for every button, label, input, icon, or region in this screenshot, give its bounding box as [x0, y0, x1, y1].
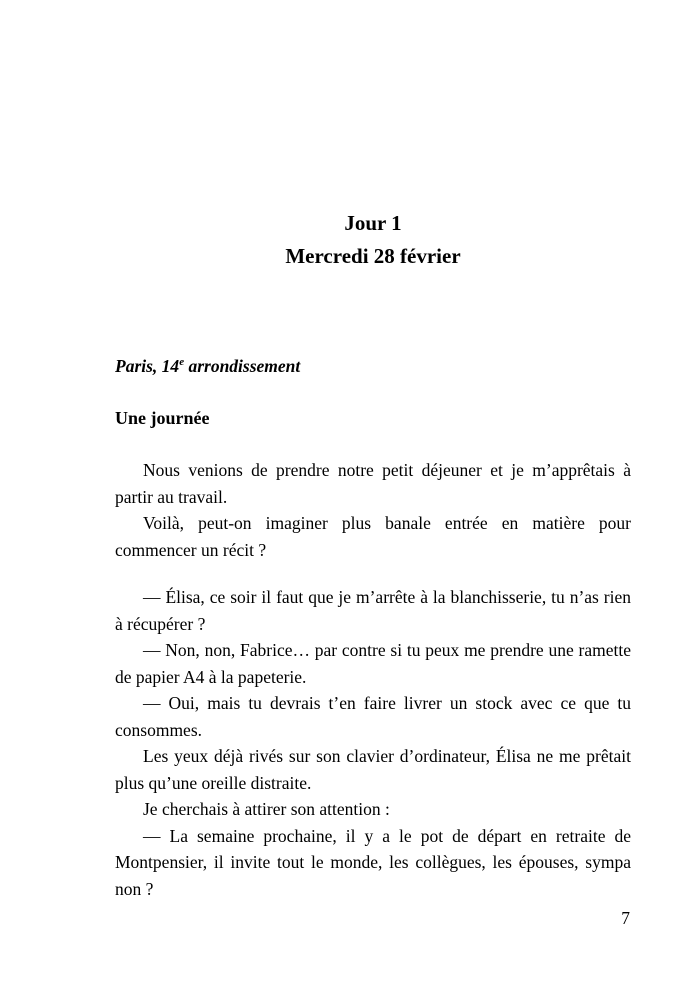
page-content [115, 0, 631, 902]
location-suffix: arrondissement [184, 356, 301, 376]
chapter-heading [115, 207, 631, 273]
paragraph: — La semaine prochaine, il y a le pot de départ en retraite de Montpensier, il invite tout le monde, les collègues, les épouses, sympa non ? [115, 825, 631, 899]
body-text [115, 457, 631, 902]
chapter-heading-line1: Jour 1 [344, 211, 402, 235]
paragraph: Nous venions de prendre notre petit déjeuner et je m’apprêtais à partir au travail. [115, 460, 631, 507]
paragraph: Voilà, peut-on imaginer plus banale entrée en matière pour commencer un récit ? [115, 513, 631, 560]
paragraph: — Oui, mais tu devrais t’en faire livrer un stock avec ce que tu consommes. [115, 693, 631, 740]
paragraph: Je cherchais à attirer son attention : [143, 799, 390, 819]
location-prefix: Paris, 14 [115, 356, 180, 376]
section-heading: Une journée [115, 407, 210, 428]
page-number: 7 [621, 907, 630, 928]
location-superscript: e [179, 356, 185, 369]
paragraph: — Non, non, Fabrice… par contre si tu peux me prendre une ramette de papier A4 à la papeterie. [115, 640, 631, 687]
paragraph: Les yeux déjà rivés sur son clavier d’ordinateur, Élisa ne me prêtait plus qu’une oreille distraite. [115, 746, 631, 793]
paragraph: — Élisa, ce soir il faut que je m’arrête à la blanchisserie, tu n’as rien à récupérer ? [115, 587, 631, 634]
location-line [115, 353, 631, 380]
chapter-heading-line2: Mercredi 28 février [285, 244, 461, 268]
